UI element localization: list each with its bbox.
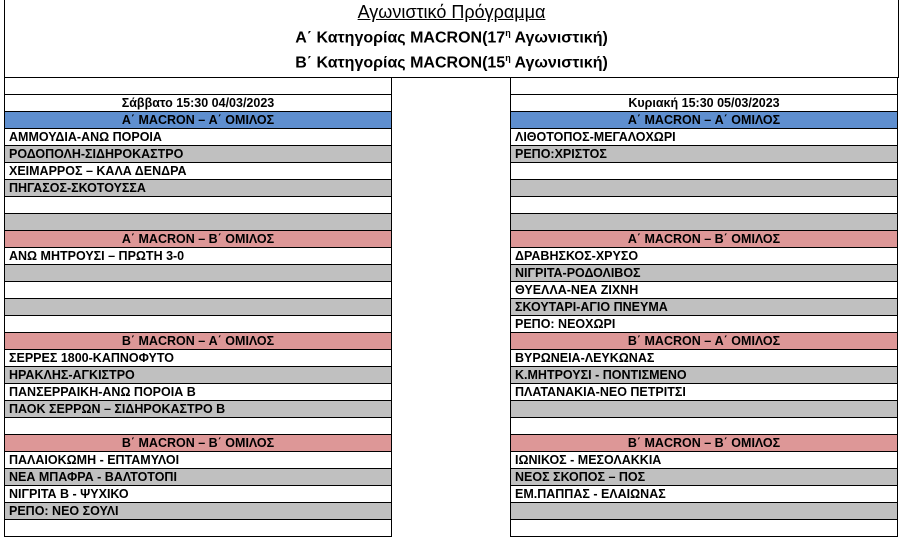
page-title: Αγωνιστικό Πρόγραμμα: [357, 2, 546, 22]
category-a-suffix: Αγωνιστική): [510, 29, 608, 47]
match-row: ΠΑΝΣΕΡΡΑΙΚΗ-ΑΝΩ ΠΟΡΟΙΑ Β: [4, 384, 392, 401]
category-a-sup: η: [505, 28, 511, 38]
empty-row: [4, 299, 392, 316]
empty-row: [510, 163, 898, 180]
match-row: ΝΙΓΡΙΤΑ-ΡΟΔΟΛΙΒΟΣ: [510, 265, 898, 282]
match-row: ΡΕΠΟ: ΝΕΟΧΩΡΙ: [510, 316, 898, 333]
match-row: Κ.ΜΗΤΡΟΥΣΙ - ΠΟΝΤΙΣΜΕΝΟ: [510, 367, 898, 384]
match-row: ΑΝΩ ΜΗΤΡΟΥΣΙ – ΠΡΩΤΗ 3-0: [4, 248, 392, 265]
match-row: ΠΛΑΤΑΝΑΚΙΑ-ΝΕΟ ΠΕΤΡΙΤΣΙ: [510, 384, 898, 401]
empty-row: [510, 418, 898, 435]
match-row: ΡΟΔΟΠΟΛΗ-ΣΙΔΗΡΟΚΑΣΤΡΟ: [4, 146, 392, 163]
match-row: ΝΕΑ ΜΠΑΦΡΑ - ΒΑΛΤΟΤΟΠΙ: [4, 469, 392, 486]
category-b-text: Β΄ Κατηγορίας MACRON(15: [295, 54, 506, 72]
match-row: ΠΑΟΚ ΣΕΡΡΩΝ – ΣΙΔΗΡΟΚΑΣΤΡΟ Β: [4, 401, 392, 418]
match-row: ΙΩΝΙΚΟΣ - ΜΕΣΟΛΑΚΚΙΑ: [510, 452, 898, 469]
group-header-row: Β΄ MACRON – Α΄ ΟΜΙΛΟΣ: [510, 333, 898, 350]
category-a-line: [5, 23, 898, 48]
group-header-row: Β΄ MACRON – Β΄ ΟΜΙΛΟΣ: [510, 435, 898, 452]
sunday-schedule-column: [510, 78, 898, 537]
group-header-row: Β΄ MACRON – Α΄ ΟΜΙΛΟΣ: [4, 333, 392, 350]
group-header-row: Α΄ MACRON – Β΄ ΟΜΙΛΟΣ: [510, 231, 898, 248]
empty-row: [510, 197, 898, 214]
saturday-schedule-column: [4, 78, 392, 537]
empty-row: [510, 401, 898, 418]
match-row: ΡΕΠΟ: ΝΕΟ ΣΟΥΛΙ: [4, 503, 392, 520]
match-row: ΘΥΕΛΛΑ-ΝΕΑ ΖΙΧΝΗ: [510, 282, 898, 299]
group-header-row: Α΄ MACRON – Α΄ ΟΜΙΛΟΣ: [4, 112, 392, 129]
empty-row: [4, 265, 392, 282]
group-header-row: Α΄ MACRON – Β΄ ΟΜΙΛΟΣ: [4, 231, 392, 248]
match-row: ΣΚΟΥΤΑΡΙ-ΑΓΙΟ ΠΝΕΥΜΑ: [510, 299, 898, 316]
empty-row: [510, 503, 898, 520]
match-row: ΣΕΡΡΕΣ 1800-ΚΑΠΝΟΦΥΤΟ: [4, 350, 392, 367]
group-header-row: Β΄ MACRON – Β΄ ΟΜΙΛΟΣ: [4, 435, 392, 452]
date-header-row: Σάββατο 15:30 04/03/2023: [4, 95, 392, 112]
empty-row: [4, 418, 392, 435]
schedule-header: [4, 0, 899, 78]
match-row: ΕΜ.ΠΑΠΠΑΣ - ΕΛΑΙΩΝΑΣ: [510, 486, 898, 503]
empty-row: [4, 197, 392, 214]
group-header-row: Α΄ MACRON – Α΄ ΟΜΙΛΟΣ: [510, 112, 898, 129]
category-b-line: [5, 48, 898, 73]
match-row: ΒΥΡΩΝΕΙΑ-ΛΕΥΚΩΝΑΣ: [510, 350, 898, 367]
match-row: ΑΜΜΟΥΔΙΑ-ΑΝΩ ΠΟΡΟΙΑ: [4, 129, 392, 146]
category-b-suffix: Αγωνιστική): [510, 54, 608, 72]
match-row: ΛΙΘΟΤΟΠΟΣ-ΜΕΓΑΛΟΧΩΡΙ: [510, 129, 898, 146]
match-row: ΠΑΛΑΙΟΚΩΜΗ - ΕΠΤΑΜΥΛΟΙ: [4, 452, 392, 469]
empty-row: [4, 214, 392, 231]
empty-row: [510, 180, 898, 197]
empty-row: [4, 316, 392, 333]
match-row: ΡΕΠΟ:ΧΡΙΣΤΟΣ: [510, 146, 898, 163]
empty-row: [4, 282, 392, 299]
match-row: ΠΗΓΑΣΟΣ-ΣΚΟΤΟΥΣΣΑ: [4, 180, 392, 197]
date-header-row: Κυριακή 15:30 05/03/2023: [510, 95, 898, 112]
empty-row: [4, 78, 392, 95]
match-row: ΧΕΙΜΑΡΡΟΣ – ΚΑΛΑ ΔΕΝΔΡΑ: [4, 163, 392, 180]
empty-row: [510, 78, 898, 95]
empty-row: [510, 214, 898, 231]
match-row: ΔΡΑΒΗΣΚΟΣ-ΧΡΥΣΟ: [510, 248, 898, 265]
category-b-sup: η: [505, 53, 511, 64]
match-row: ΝΕΟΣ ΣΚΟΠΟΣ – ΠΟΣ: [510, 469, 898, 486]
match-row: ΝΙΓΡΙΤΑ Β - ΨΥΧΙΚΟ: [4, 486, 392, 503]
match-row: ΗΡΑΚΛΗΣ-ΑΓΚΙΣΤΡΟ: [4, 367, 392, 384]
category-a-text: Α΄ Κατηγορίας MACRON(17: [295, 29, 506, 47]
